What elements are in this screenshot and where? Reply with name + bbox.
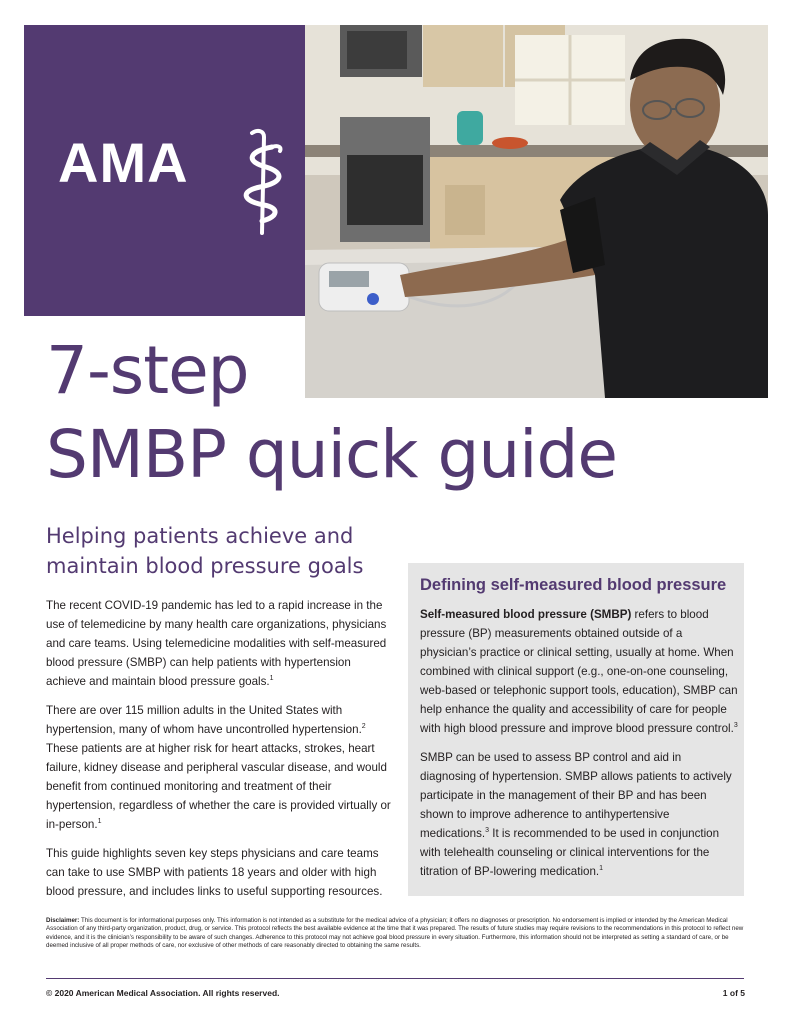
- copyright: © 2020 American Medical Association. All rights reserved.: [46, 988, 280, 998]
- staff-of-asclepius-icon: [222, 125, 294, 237]
- footer-divider: [46, 978, 744, 979]
- intro-paragraph-1: [46, 596, 391, 691]
- intro-paragraph-3: This guide highlights seven key steps physicians and care teams can take to use SMBP with patients 18 years and older with high blood pressure, and includes links to useful supporting resources.: [46, 847, 383, 898]
- intro-column: [46, 596, 391, 911]
- sidebar-term: Self-measured blood pressure (SMBP): [420, 608, 632, 621]
- intro-paragraph-1-text: The recent COVID-19 pandemic has led to a rapid increase in the use of telemedicine by many health care organizations, physicians and care teams. Using telemedicine modalities with self-measured blood pressure (SMBP) can help patients with hypertension achieve and maintain blood pressure goals.: [46, 599, 387, 688]
- definition-sidebar: [408, 563, 744, 896]
- intro-paragraph-2: [46, 701, 391, 834]
- page-subtitle: Helping patients achieve and maintain blood pressure goals: [46, 524, 364, 578]
- page-title-line-1: 7-step: [46, 332, 249, 409]
- sidebar-paragraph-2-text-a: SMBP can be used to assess BP control and aid in diagnosing of hypertension. SMBP allows patients to actively participate in the management of their BP and has been shown to improve adherence to antihypertensive medications.: [420, 751, 732, 840]
- hero-photo: [305, 25, 768, 398]
- footnote-ref: 3: [733, 722, 738, 730]
- sidebar-heading: Defining self-measured blood pressure: [420, 576, 727, 594]
- footnote-ref: 1: [269, 675, 274, 683]
- intro-paragraph-2-text-b: These patients are at higher risk for heart attacks, strokes, heart failure, kidney disease and peripheral vascular disease, and would benefit from continued monitoring and treatment of their hypertension, regardless of whether the care is provided virtually or in-person.: [46, 742, 391, 831]
- page-number: 1 of 5: [722, 988, 745, 998]
- disclaimer-text: This document is for informational purposes only. This information is not intended as a substitute for the medical advice of a physician; it offers no diagnoses or prescription. No endorsement is implied or intended by the American Medical Association of any third-party organization, product, drug, or service. This protocol reflects the best available evidence at the time that it was prepared. The results of future studies may require revisions to the recommendations in this protocol to reflect new evidence, and it is the clinician’s responsibility to be aware of such changes. Adherence to this protocol may not achieve goal blood pressure in every situation. Furthermore, this information should not be interpreted as setting a standard of care, or be deemed inclusive of all proper methods of care, nor exclusive of other methods of care reasonably directed to obtaining the same results.: [46, 917, 744, 949]
- footnote-ref: 2: [361, 723, 366, 731]
- sidebar-paragraph-2: [420, 748, 738, 881]
- patient-measuring-blood-pressure-image: [305, 25, 768, 398]
- intro-paragraph-2-text-a: There are over 115 million adults in the United States with hypertension, many of whom have uncontrolled hypertension.: [46, 704, 362, 736]
- sidebar-body: [420, 605, 738, 891]
- ama-logo-text: AMA: [58, 131, 189, 194]
- footnote-ref: 1: [97, 818, 102, 826]
- sidebar-paragraph-1: [420, 605, 738, 738]
- disclaimer: [46, 917, 746, 950]
- footnote-ref: 3: [485, 827, 489, 835]
- footnote-ref: 1: [599, 865, 604, 873]
- sidebar-paragraph-2-text-b: It is recommended to be used in conjunction with telehealth counseling or clinical interventions for the titration of BP-lowering medication.: [420, 827, 720, 878]
- sidebar-paragraph-1-text: refers to blood pressure (BP) measurements obtained outside of a physician’s practice or clinical setting, usually at home. When combined with clinical support (e.g., one-on-one counseling, web-based or telephonic support tools, education), SMBP can help enhance the quality and accessibility of care for people with high blood pressure and improve blood pressure control.: [420, 608, 738, 735]
- page-title-line-2: SMBP quick guide: [46, 416, 618, 493]
- logo-block: [24, 25, 305, 316]
- disclaimer-label: Disclaimer:: [46, 917, 80, 924]
